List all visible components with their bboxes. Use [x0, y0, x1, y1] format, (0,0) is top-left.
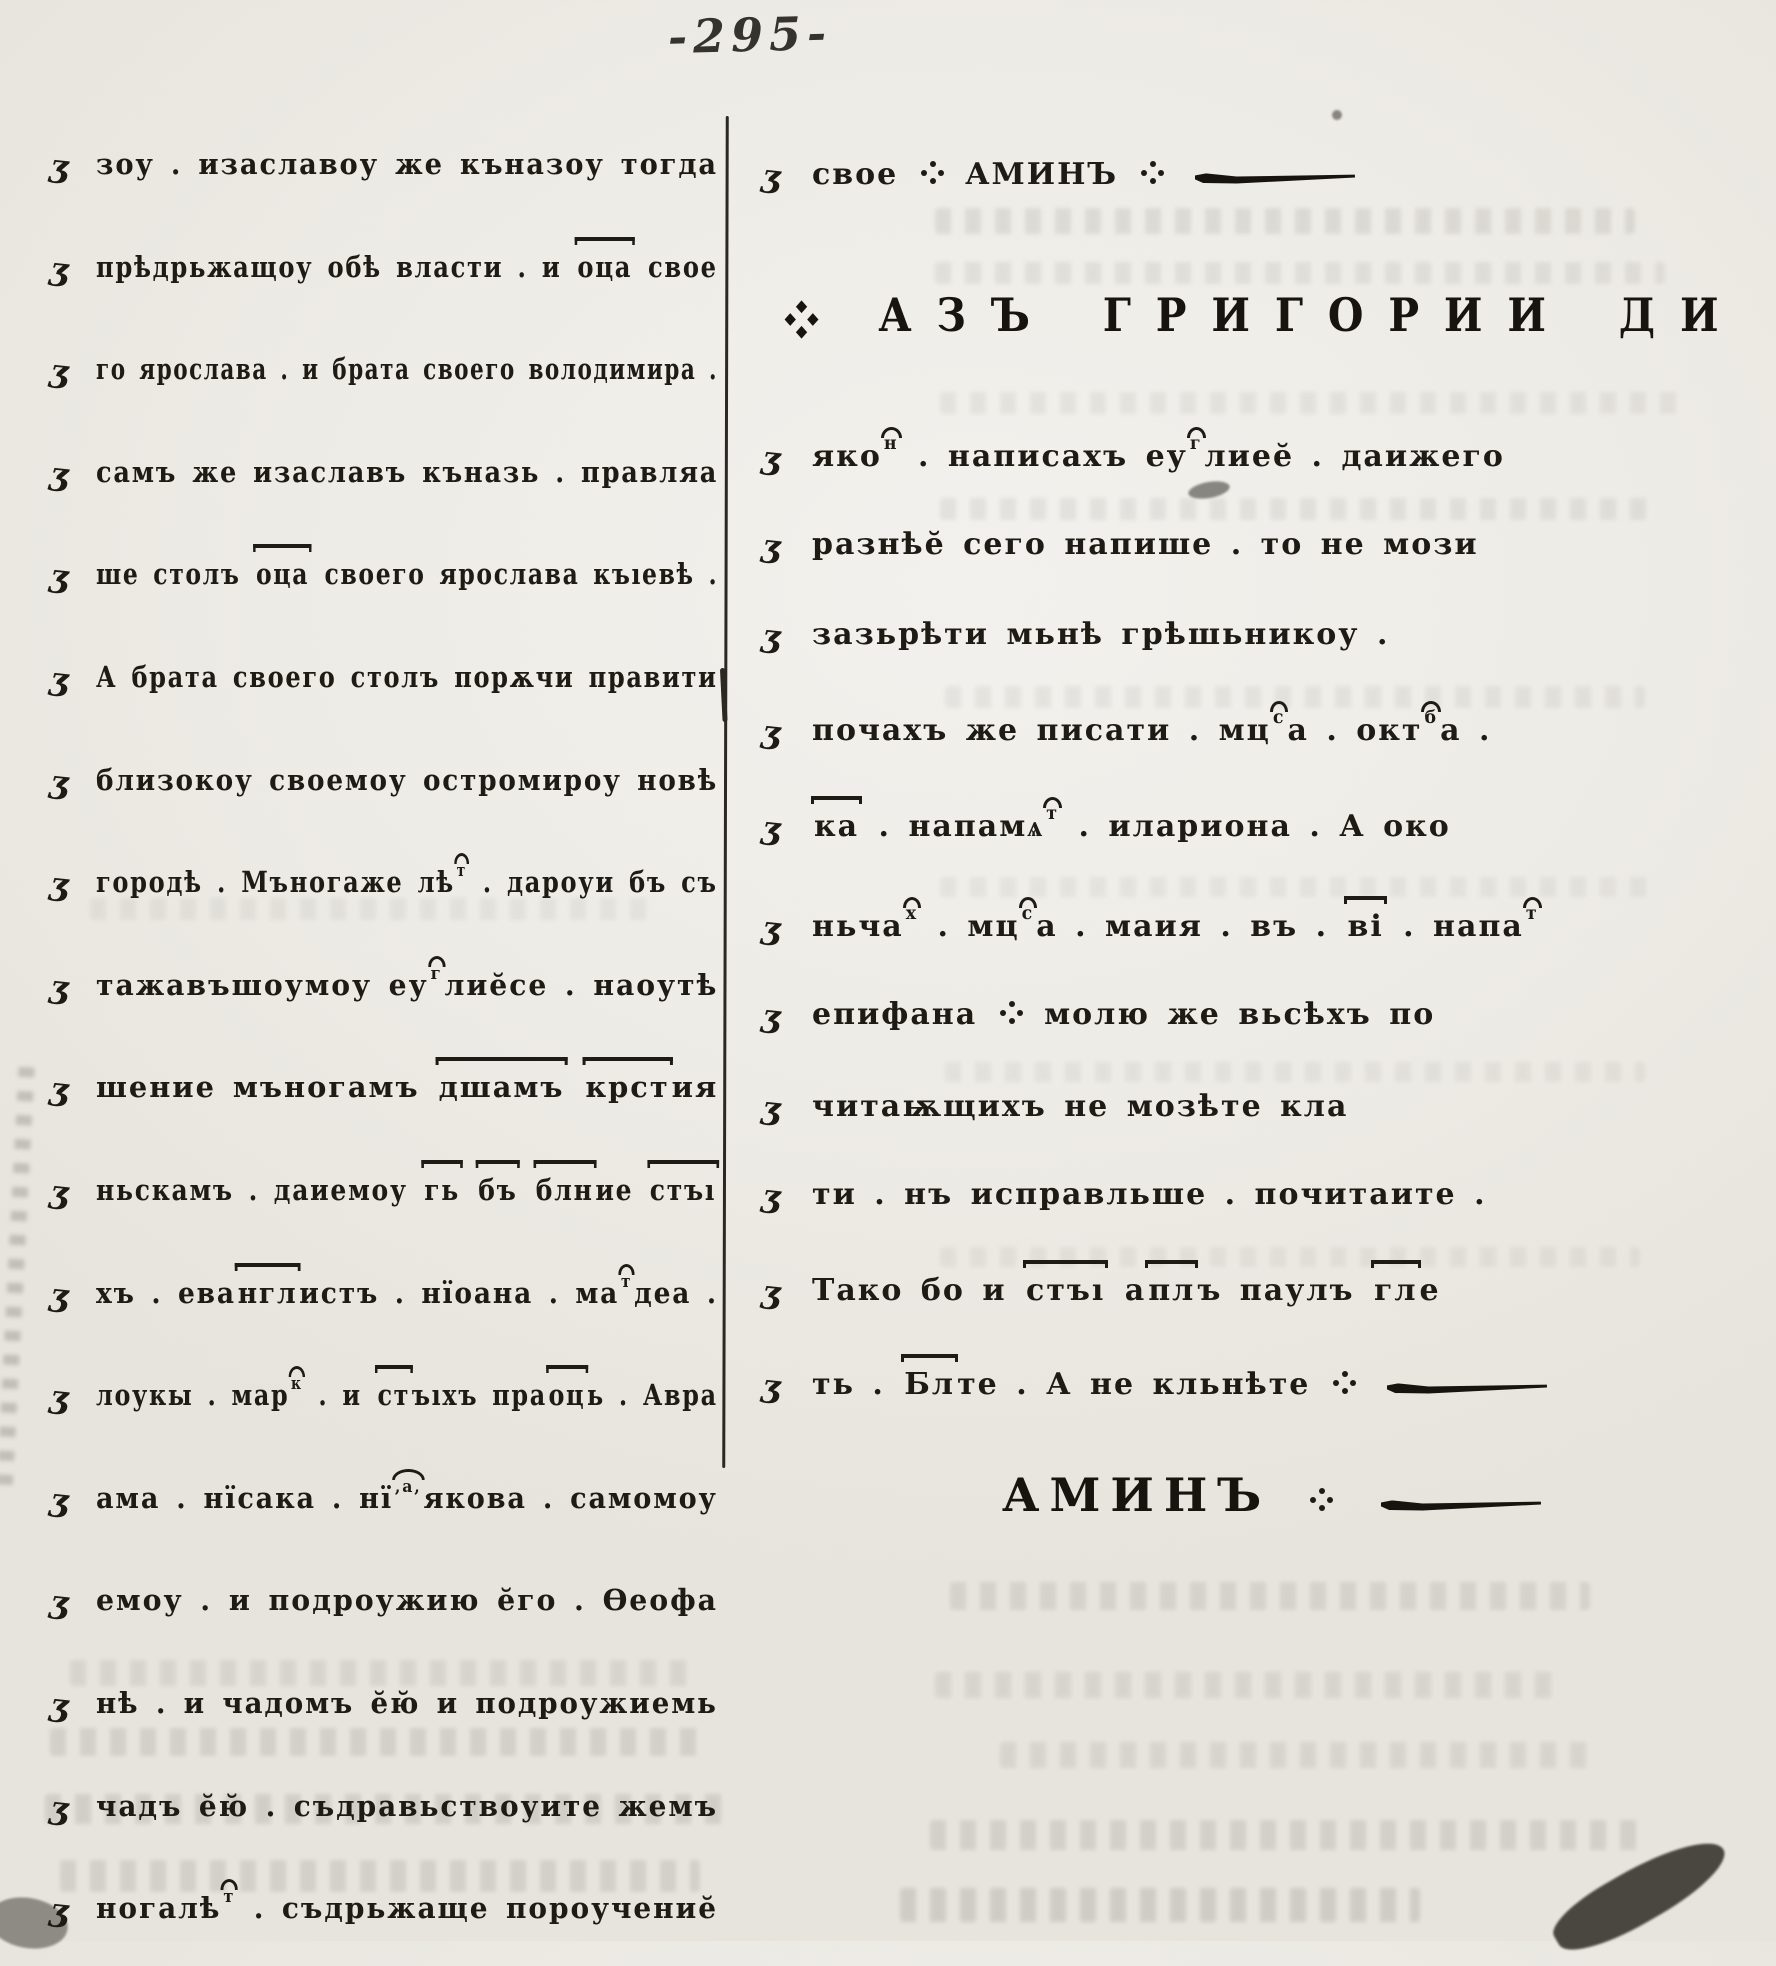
bleed-through-row — [935, 208, 1635, 234]
bleed-through-row — [940, 392, 1680, 414]
margin-line-marker: ʒ — [48, 1582, 71, 1622]
margin-line-marker: ʒ — [760, 712, 783, 752]
four-dot-mark — [920, 160, 944, 188]
superscript-letter: г — [430, 963, 443, 984]
superscript-letter: т — [620, 1271, 633, 1292]
superscript-letter: ,а, — [394, 1476, 422, 1497]
four-dot-mark — [1309, 1487, 1333, 1515]
titlo-mark: оца — [255, 557, 310, 591]
margin-line-marker: ʒ — [48, 1480, 71, 1520]
titlo-mark: нгл — [237, 1276, 298, 1310]
manuscript-line: разнѣӗ сего напише . то не мози — [812, 527, 1479, 562]
manuscript-line: лоукы . марк . и стъıхъ праоць . Авра — [96, 1373, 718, 1412]
margin-line-marker: ʒ — [48, 556, 71, 596]
manuscript-line: АМИНЪ — [1002, 1472, 1541, 1518]
superscript-letter: т — [223, 1886, 236, 1907]
titlo-mark: крст — [585, 1070, 670, 1104]
titlo-mark: оц — [548, 1378, 586, 1412]
page-number: -295- — [667, 5, 833, 65]
superscript-letter: х — [905, 904, 919, 925]
bleed-through-row — [940, 877, 1650, 897]
margin-line-marker: ʒ — [760, 156, 783, 196]
margin-line-marker: ʒ — [760, 438, 783, 478]
margin-line-marker: ʒ — [760, 1176, 783, 1216]
column-divider — [722, 116, 729, 1468]
titlo-mark: пл — [1148, 1273, 1196, 1308]
manuscript-line: го ярослава . и брата своего володимира . — [96, 352, 719, 386]
bleed-through-row — [950, 1582, 1590, 1610]
manuscript-line: зазьрѣти мьнѣ грѣшьникоу . — [812, 617, 1390, 652]
ink-stain — [1332, 110, 1342, 120]
manuscript-line: яко н . написахъ еу глиеӗ . даижего — [812, 434, 1505, 474]
margin-line-marker: ʒ — [760, 526, 783, 566]
margin-line-marker: ʒ — [760, 808, 783, 848]
manuscript-line: самъ же изаславъ къназь . правляа — [96, 455, 719, 489]
margin-line-marker: ʒ — [48, 762, 71, 802]
margin-line-marker: ʒ — [760, 1088, 783, 1128]
manuscript-line: Тако бо и стъı аплъ паулъ гле — [812, 1273, 1441, 1308]
four-dot-mark — [999, 1000, 1023, 1028]
margin-line-marker: ʒ — [760, 996, 783, 1036]
bleed-through-row — [1000, 1742, 1600, 1768]
titlo-mark: ві — [1347, 909, 1384, 944]
titlo-mark: гь — [424, 1173, 460, 1207]
titlo-mark: бъ — [478, 1173, 518, 1207]
margin-line-marker: ʒ — [48, 1069, 71, 1109]
superscript-letter: к — [290, 1373, 303, 1394]
manuscript-line: епифана молю же вьсѣхъ по — [812, 997, 1436, 1032]
margin-line-marker: ʒ — [760, 908, 783, 948]
manuscript-line: ньча х . мц са . маия . въ . ві . напа т — [812, 904, 1539, 944]
margin-line-marker: ʒ — [48, 1685, 71, 1725]
bleed-through-row — [60, 1860, 700, 1892]
manuscript-line: почахъ же писати . мц са . окт ба . — [812, 708, 1492, 748]
margin-line-marker: ʒ — [760, 1366, 783, 1406]
manuscript-line: тажавъшоумоу еу глиӗсе . наоутѣ — [96, 963, 719, 1002]
bleed-through-row — [945, 1062, 1645, 1082]
superscript-letter: г — [1189, 434, 1203, 455]
superscript-letter: с — [1272, 708, 1286, 729]
manuscript-line: городѣ . Мъногаже лѣт . дароуи бъ съ — [96, 860, 718, 899]
margin-line-marker: ʒ — [760, 616, 783, 656]
flourish-line — [1387, 1381, 1547, 1395]
margin-line-marker: ʒ — [48, 1275, 71, 1315]
margin-line-marker: ʒ — [48, 864, 71, 904]
superscript-letter: т — [1046, 804, 1060, 825]
margin-line-marker: ʒ — [48, 967, 71, 1007]
manuscript-line: чадъ ӗю̆ . съдравьствоуите жемъ — [96, 1789, 718, 1823]
manuscript-line: ногалѣ т . съдрьжаще пороучениӗ — [96, 1886, 718, 1925]
titlo-mark: оца — [577, 250, 633, 284]
margin-line-marker: ʒ — [48, 1377, 71, 1417]
bleed-through-row — [930, 1820, 1650, 1850]
manuscript-line: ть . Блте . А не кльнѣте — [812, 1370, 1547, 1400]
margin-line-marker: ʒ — [48, 454, 71, 494]
bleed-through-row — [935, 262, 1665, 284]
margin-line-marker: ʒ — [48, 1890, 71, 1930]
titlo-mark: ка — [814, 809, 860, 844]
bleed-through-margin — [0, 1055, 35, 1485]
superscript-letter: т — [1525, 904, 1539, 925]
flourish-line — [1195, 171, 1355, 185]
margin-line-marker: ʒ — [48, 1788, 71, 1828]
manuscript-line: близокоу своемоу остромироу новѣ — [96, 763, 719, 797]
bleed-through-row — [940, 498, 1660, 520]
margin-line-marker: ʒ — [48, 659, 71, 699]
titlo-mark: гл — [1374, 1273, 1418, 1308]
manuscript-line: хъ . еванглистъ . нїоана . ма тдеа . — [96, 1271, 718, 1310]
manuscript-line: емоу . и подроужию ӗго . Ѳеофа — [96, 1583, 719, 1617]
manuscript-line: АЗЪ ГРИГОРИИ ДИ — [786, 292, 1743, 338]
manuscript-line: ньскамъ . даиемоу гь бъ блние стъı — [96, 1173, 717, 1207]
superscript-letter: с — [1021, 904, 1035, 925]
manuscript-line: шение мъногамъ дшамъ крстия — [96, 1070, 719, 1104]
manuscript-line: нѣ . и чадомъ ӗю̆ и подроужиемь — [96, 1686, 718, 1720]
flourish-line — [1381, 1498, 1541, 1512]
manuscript-line: свое АМИНЪ — [812, 160, 1355, 190]
manuscript-line: ама . нїсака . нї ,а,якова . самомоу — [96, 1476, 718, 1515]
margin-line-marker: ʒ — [48, 249, 71, 289]
titlo-mark: ст — [377, 1378, 411, 1412]
superscript-letter: н — [883, 434, 899, 455]
rosette-icon — [786, 301, 816, 337]
bleed-through-row — [945, 686, 1645, 708]
manuscript-line: прѣдрьжащоу обѣ власти . и оца свое — [96, 250, 718, 284]
margin-line-marker: ʒ — [48, 146, 71, 186]
titlo-mark: дшамъ — [438, 1070, 565, 1104]
superscript-letter: т — [456, 860, 467, 881]
four-dot-mark — [1140, 160, 1164, 188]
titlo-mark: стъı — [649, 1173, 717, 1207]
four-dot-mark — [1332, 1370, 1356, 1398]
margin-line-marker: ʒ — [48, 351, 71, 391]
bleed-through-row — [900, 1888, 1420, 1922]
manuscript-line: ше столъ оца своего ярослава къıевѣ . — [96, 557, 719, 591]
manuscript-line: читаѭщихъ не мозѣте кла — [812, 1089, 1349, 1124]
margin-line-marker: ʒ — [760, 1272, 783, 1312]
titlo-mark: стъı — [1026, 1273, 1106, 1308]
bleed-through-row — [70, 1660, 690, 1686]
bleed-through-row — [935, 1672, 1555, 1698]
manuscript-line: ти . нъ исправльше . почитаите . — [812, 1177, 1487, 1212]
margin-line-marker: ʒ — [48, 1172, 71, 1212]
manuscript-line: А брата своего столъ порѫчи правити — [96, 660, 718, 694]
titlo-mark: блн — [535, 1173, 594, 1207]
bleed-through-row — [50, 1728, 710, 1756]
titlo-mark: Бл — [904, 1367, 956, 1402]
superscript-letter: б — [1424, 708, 1439, 729]
bleed-through-row — [90, 898, 650, 920]
manuscript-line: ка . напамѧ т . илариона . А око — [814, 804, 1451, 844]
manuscript-line: зоу . изаславоу же къназоу тогда — [96, 147, 719, 181]
